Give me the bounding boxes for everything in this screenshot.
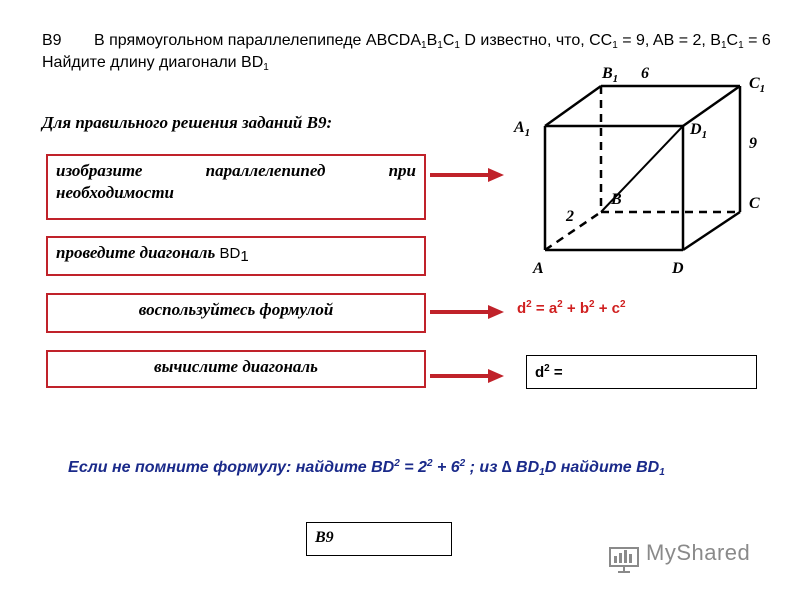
label-d: D xyxy=(672,260,684,277)
label-a: A xyxy=(533,260,544,277)
label-d1: $D_1$ xyxy=(690,121,708,141)
formula-reminder-note: Если не помните формулу: найдите $BD^2 = 2^2 + 6^2$ ; из ∆ $BD_1D$ найдите $BD_1$ xyxy=(68,458,665,478)
b9-answer-box[interactable]: B9 xyxy=(306,522,452,556)
logo-text[interactable]: MyShared xyxy=(646,540,751,565)
step-draw-diagonal: проведите диагональ $BD_1$ xyxy=(46,236,426,276)
label-a1: $A_1$ xyxy=(514,119,531,139)
problem-number: B9 xyxy=(42,32,62,49)
answer-field[interactable]: $d^2$ = xyxy=(526,355,757,389)
label-c: C xyxy=(749,195,760,212)
label-b: B xyxy=(611,191,622,208)
arrow-right-icon xyxy=(430,167,504,183)
front-face xyxy=(545,126,683,250)
step-compute-diagonal: вычислите диагональ xyxy=(46,350,426,388)
diagonal-formula: $d^2 = a^2 + b^2 + c^2$ xyxy=(517,299,626,317)
hint-title: Для правильного решения заданий B9: xyxy=(42,113,333,132)
step-use-formula: воспользуйтесь формулой xyxy=(46,293,426,333)
parallelepiped-diagram xyxy=(500,50,790,290)
label-six: 6 xyxy=(641,65,649,82)
label-c1: $C_1$ xyxy=(749,75,766,95)
label-b1: $B_1$ xyxy=(602,65,619,85)
step-draw-box: изобразите параллелепипед при необходимости xyxy=(46,154,426,220)
label-two: 2 xyxy=(566,208,574,225)
arrow-right-icon xyxy=(430,368,504,384)
arrow-right-icon xyxy=(430,304,504,320)
label-nine: 9 xyxy=(749,135,757,152)
problem-text: В прямоугольном параллелепипеде $ABCDA_1B_1C_1$ D известно, что, $CC_1 = 9$, AB = 2, $B_1C_1 = 6$ Найдите длину диагонали $BD_1$ xyxy=(42,32,771,73)
